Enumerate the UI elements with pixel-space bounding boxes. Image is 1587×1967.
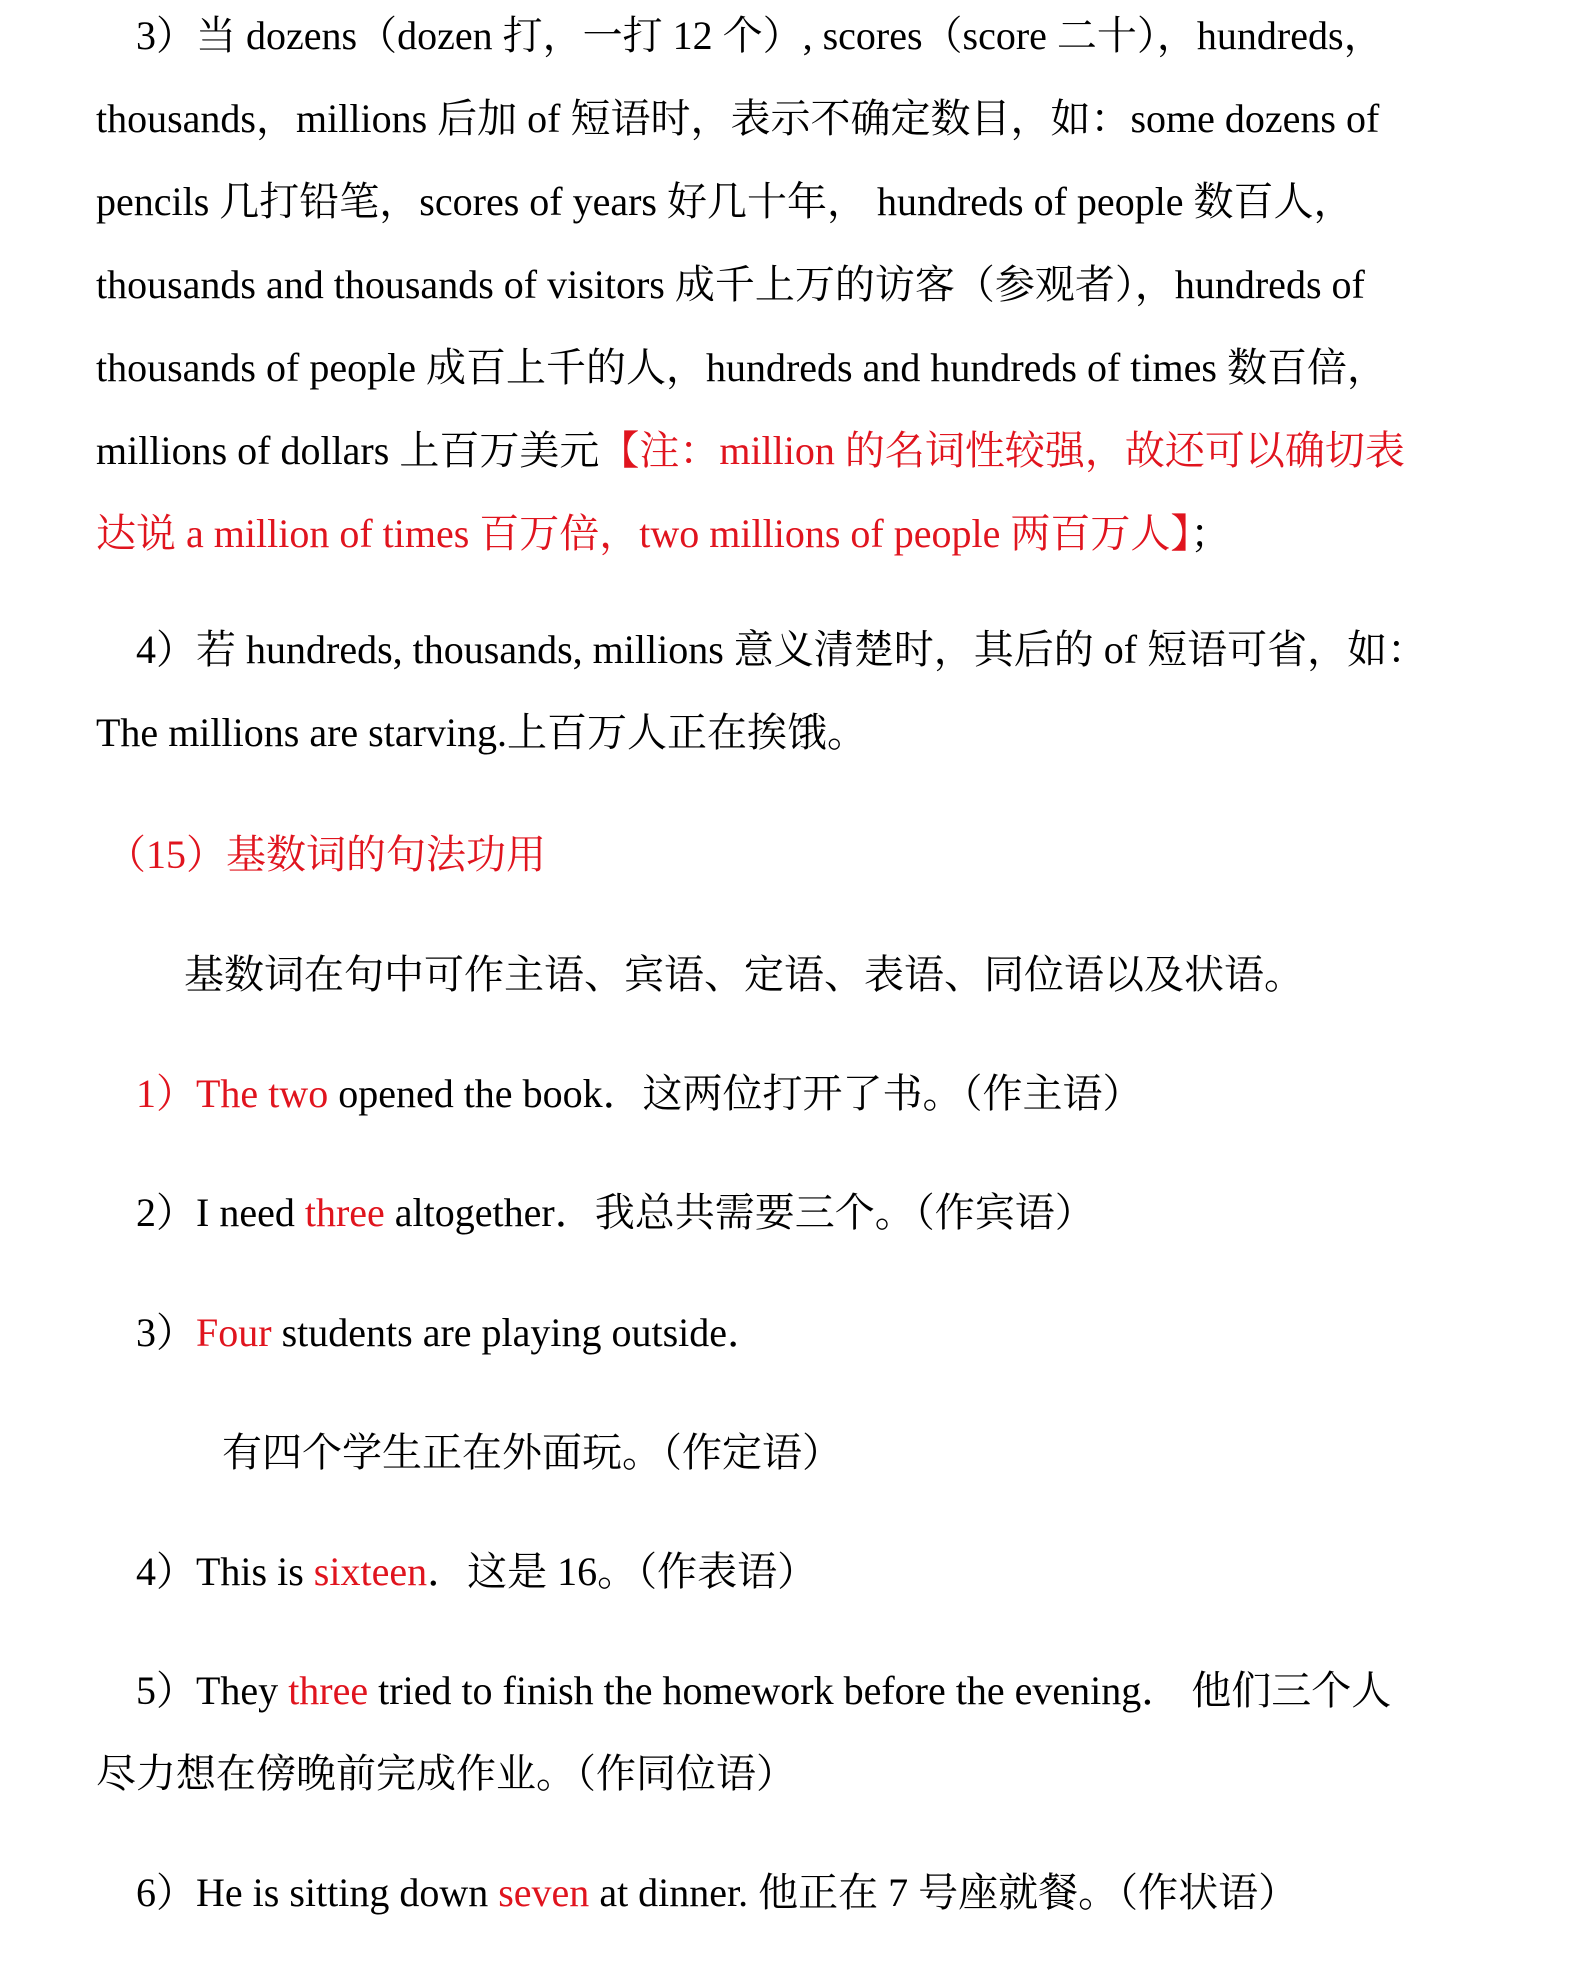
- example-6: [136, 1865, 1298, 1921]
- paragraph-3-line-1: [96, 8, 1384, 64]
- example-6-prefix: 6）He is sitting down: [136, 1870, 499, 1915]
- example-1-highlight: The two: [196, 1071, 329, 1116]
- paragraph-4-line-1: 4）若 hundreds, thousands, millions 意义清楚时，其后的 of 短语可省，如：: [96, 627, 1428, 672]
- section-15-heading: （15）基数词的句法功用: [106, 832, 546, 877]
- example-3-number: 3）: [136, 1310, 196, 1355]
- example-5-prefix: 5）They: [136, 1668, 289, 1713]
- paragraph-3-line-4-run-1: thousands and thousands of visitors 成千上万的访客（参观者），hundreds of: [96, 262, 1365, 307]
- example-1-text: opened the book．这两位打开了书。（作主语）: [328, 1071, 1143, 1116]
- example-5-text: tried to finish the homework before the evening． 他们三个人: [368, 1668, 1392, 1713]
- paragraph-3-line-7-run-2: ；: [1190, 511, 1231, 556]
- example-6-highlight: seven: [498, 1870, 590, 1915]
- example-4-text: ．这是 16。（作表语）: [427, 1549, 818, 1594]
- paragraph-3-line-5: [96, 340, 1387, 396]
- paragraph-3-line-5-run-1: thousands of people 成百上千的人，hundreds and hundreds of times 数百倍，: [96, 345, 1387, 390]
- example-1: [136, 1066, 1143, 1122]
- example-1-number: 1）: [136, 1071, 196, 1116]
- paragraph-3-line-3-run-1: pencils 几打铅笔，scores of years 好几十年， hundreds of people 数百人，: [96, 179, 1354, 224]
- example-6-text: at dinner. 他正在 7 号座就餐。（作状语）: [589, 1870, 1299, 1915]
- example-3-text: students are playing outside．: [271, 1310, 768, 1355]
- paragraph-4-line-2: The millions are starving.上百万人正在挨饿。: [96, 710, 868, 755]
- paragraph-3-line-4: [96, 257, 1365, 313]
- section-15-intro: 基数词在句中可作主语、宾语、定语、表语、同位语以及状语。: [184, 952, 1304, 997]
- paragraph-3-line-7-run-1: 达说 a million of times 百万倍，two millions of people 两百万人】: [96, 511, 1191, 556]
- example-2-text: altogether．我总共需要三个。（作宾语）: [384, 1190, 1095, 1235]
- example-4-prefix: 4）This is: [136, 1549, 314, 1594]
- paragraph-3-line-1-run-1: 3）当 dozens（dozen 打，一打 12 个）, scores（score 二十），hundreds，: [96, 13, 1384, 58]
- example-5-line-2: 尽力想在傍晚前完成作业。（作同位语）: [96, 1751, 796, 1796]
- paragraph-3-line-6-run-1: millions of dollars 上百万美元: [96, 428, 600, 473]
- example-3-translation: 有四个学生正在外面玩。（作定语）: [222, 1430, 842, 1475]
- example-3-highlight: Four: [196, 1310, 272, 1355]
- example-2-prefix: 2）I need: [136, 1190, 305, 1235]
- example-3: [136, 1305, 767, 1361]
- example-2: [136, 1185, 1095, 1241]
- paragraph-3-line-3: [96, 174, 1354, 230]
- example-4: [136, 1544, 817, 1600]
- example-5-highlight: three: [288, 1668, 369, 1713]
- example-5: [136, 1663, 1391, 1719]
- paragraph-3-line-7: [96, 506, 1230, 562]
- paragraph-3-line-6-run-2: 【注：million 的名词性较强，故还可以确切表: [599, 428, 1405, 473]
- example-4-highlight: sixteen: [313, 1549, 428, 1594]
- paragraph-3-line-2-run-1: thousands，millions 后加 of 短语时，表示不确定数目，如：some dozens of: [96, 96, 1380, 141]
- example-2-highlight: three: [304, 1190, 385, 1235]
- paragraph-3-line-6: [96, 423, 1405, 479]
- paragraph-3-line-2: [96, 91, 1379, 147]
